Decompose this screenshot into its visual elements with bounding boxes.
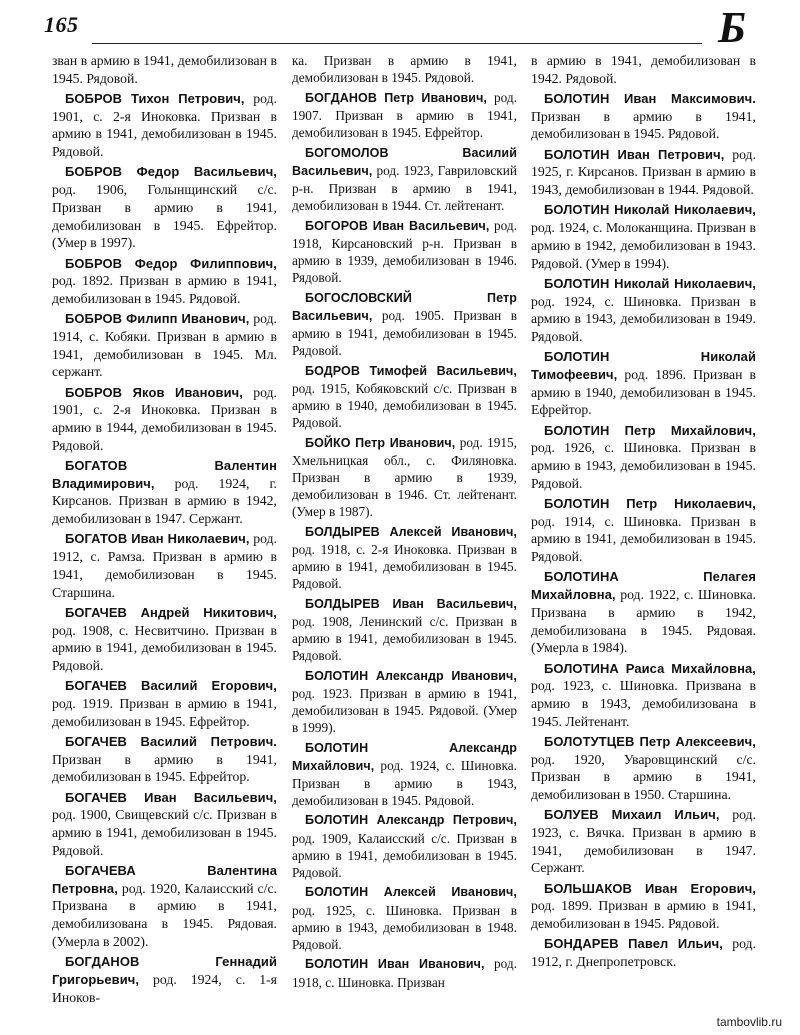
entry-text: род. 1924, г. Кирсанов. Призван в армию в 1942, демобилизован в 1947. Сержант. xyxy=(52,475,277,527)
entry-name: БОГОМОЛОВ Василий Васильевич, xyxy=(292,145,517,178)
entry-text: род. 1915, Хмельницкая обл., с. Филяновка. Призван в армию в 1939, демобилизован в 1946. Ст. лейтенант. (Умер в 1987). xyxy=(292,434,517,519)
entry-text: род. 1926, с. Шиновка. Призван в армию в 1943, демобилизован в 1945. Рядовой. xyxy=(531,440,756,491)
entry-name: БОБРОВ Филипп Иванович, xyxy=(65,311,250,327)
biography-entry xyxy=(292,595,517,664)
biography-entry xyxy=(531,146,756,199)
biography-entry xyxy=(531,201,756,272)
entry-text: род. 1914, с. Шиновка. Призван в армию в 1941, демобилизован в 1945. Рядовой. xyxy=(531,513,756,565)
biography-entry xyxy=(52,953,277,1006)
biography-entry xyxy=(292,955,517,990)
entry-text: род. 1896. Призван в армию в 1940, демобилизован в 1945. Ефрейтор. xyxy=(531,366,756,418)
entry-text: род. 1918, с. 2-я Иноковка. Призван в армию в 1941, демобилизован в 1945. Рядовой. xyxy=(292,541,517,591)
entry-text: род. 1918, с. Шиновка. Призван xyxy=(292,956,517,990)
entry-name: БОЛДЫРЕВ Иван Васильевич, xyxy=(305,596,517,611)
entry-text: род. 1924, с. 1-я Иноков- xyxy=(52,971,277,1005)
column-1 xyxy=(52,52,277,1009)
header-rule xyxy=(92,43,702,44)
entry-name: БОЛОТИН Иван Максимович. xyxy=(544,91,756,106)
entry-text: род. 1923. Призван в армию в 1941, демобилизован в 1945. Рядовой. (Умер в 1999). xyxy=(292,685,517,735)
entry-text: род. 1919. Призван в армию в 1941, демобилизован в 1945. Ефрейтор. xyxy=(52,695,277,729)
entry-text: род. 1918, Кирсановский р-н. Призван в армию в 1939, демобилизован в 1946. Рядовой. xyxy=(292,217,517,285)
entry-name: БОЛОТИНА Раиса Михайловна, xyxy=(544,660,756,676)
entry-continuation xyxy=(531,52,756,87)
entry-text: род. 1924, с. Молоканщина. Призван в армию в 1942, демобилизован в 1943. Рядовой. (Умер в 1994). xyxy=(531,220,756,271)
biography-entry xyxy=(292,667,517,736)
biography-entry xyxy=(292,144,517,214)
entry-text: род. 1920, Калаисский с/с. Призвана в армию в 1941, демобилизована в 1945. Рядовая. (Умерла в 2002). xyxy=(52,880,277,949)
entry-text: род. 1914, с. Кобяки. Призван в армию в 1941, демобилизован в 1945. Мл. сержант. xyxy=(52,311,277,380)
entry-text: в армию в 1941, демобилизован в 1942. Рядовой. xyxy=(531,53,756,86)
entry-name: БОЛОТИН Николай Тимофеевич, xyxy=(531,349,756,382)
entry-name: БОЛОТИН Иван Петрович, xyxy=(544,146,725,162)
biography-entry xyxy=(292,89,517,141)
biography-entry xyxy=(292,362,517,431)
entry-text: зван в армию в 1941, демобилизован в 1945. Рядовой. xyxy=(52,53,277,86)
column-2 xyxy=(292,52,517,993)
entry-text: род. 1924, с. Шиновка. Призван в армию в 1943, демобилизован в 1949. Рядовой. xyxy=(531,293,756,344)
entry-text: род. 1923, с. Вячка. Призван в армию в 1941, демобилизован в 1947. Сержант. xyxy=(531,807,756,876)
biography-entry xyxy=(292,434,517,520)
entry-text: род. 1923, с. Шиновка. Призвана в армию в 1943, демобилизована в 1945. Лейтенант. xyxy=(531,678,756,729)
entry-name: БОЛОТИН Александр Петрович, xyxy=(305,813,517,828)
entry-name: БОГАЧЕВА Валентина Петровна, xyxy=(52,863,277,896)
entry-text: род. 1909, Калаисский с/с. Призван в армию в 1941, демобилизован в 1945. Рядовой. xyxy=(292,830,517,880)
entry-text: Призван в армию в 1941, демобилизован в 1945. Рядовой. xyxy=(531,108,756,142)
entry-name: БОЛЬШАКОВ Иван Егорович, xyxy=(544,880,756,896)
biography-entry xyxy=(531,422,756,493)
biography-entry xyxy=(52,530,277,601)
entry-text: род. 1901, с. 2-я Иноковка. Призван в армию в 1941, демобилизован в 1945. Рядовой. xyxy=(52,91,277,160)
entry-name: БОГОРОВ Иван Васильевич, xyxy=(305,218,490,233)
entry-name: БОЛОТИН Николай Николаевич, xyxy=(544,202,756,218)
biography-entry xyxy=(52,604,277,675)
biography-entry xyxy=(52,90,277,161)
biography-entry xyxy=(292,289,517,359)
biography-entry xyxy=(292,739,517,809)
entry-text: род. 1920, Уваровщинский с/с. Призван в армию в 1941, демобилизован в 1950. Старшина. xyxy=(531,751,756,803)
entry-name: БОЛОТИН Иван Иванович, xyxy=(305,957,485,972)
biography-entry xyxy=(531,660,756,731)
entry-name: БОБРОВ Федор Васильевич, xyxy=(65,164,277,180)
biography-entry xyxy=(292,811,517,880)
entry-text: род. 1912, г. Днепропетровск. xyxy=(531,936,756,970)
footer-url: tambovlib.ru xyxy=(716,1015,782,1029)
entry-name: БОЛОТИН Николай Николаевич, xyxy=(544,275,756,291)
biography-entry xyxy=(531,568,756,657)
entry-name: БОГАТОВ Валентин Владимирович, xyxy=(52,458,277,491)
entry-name: БОЛОТИН Александр Иванович, xyxy=(305,668,517,683)
entry-name: БОНДАРЕВ Павел Ильич, xyxy=(544,936,723,952)
entry-text: род. 1912, с. Рамза. Призван в армию в 1941, демобилизован в 1945. Старшина. xyxy=(52,531,277,600)
entry-name: БОЛОТИН Алексей Иванович, xyxy=(305,885,517,900)
entry-text: род. 1924, с. Шиновка. Призван в армию в 1943, демобилизован в 1945. Рядовой. xyxy=(292,757,517,808)
biography-entry xyxy=(292,523,517,592)
entry-text: род. 1925, г. Кирсанов. Призван в армию в 1943, демобилизован в 1944. Рядовой. xyxy=(531,146,756,198)
entry-name: БОЛУЕВ Михаил Ильич, xyxy=(544,807,720,823)
entry-text: род. 1915, Кобяковский с/с. Призван в армию в 1940, демобилизован в 1945. Рядовой. xyxy=(292,380,517,430)
entry-name: БОЛДЫРЕВ Алексей Иванович, xyxy=(305,524,517,539)
entry-name: БОБРОВ Федор Филиппович, xyxy=(65,255,277,271)
entry-name: БОЛОТИН Александр Михайлович, xyxy=(292,740,517,773)
biography-entry xyxy=(52,163,277,252)
entry-name: БОЛОТУТЦЕВ Петр Алексеевич, xyxy=(544,733,756,749)
page-header xyxy=(0,0,800,55)
entry-text: род. 1901, с. 2-я Иноковка. Призван в армию в 1944, демобилизован в 1945. Рядовой. xyxy=(52,384,277,453)
entry-name: БОДРОВ Тимофей Васильевич, xyxy=(305,363,517,378)
biography-entry xyxy=(52,384,277,455)
entry-name: БОЛОТИН Петр Михайлович, xyxy=(544,422,756,438)
entry-name: БОГАЧЕВ Василий Петрович. xyxy=(65,733,277,749)
entry-text: ка. Призван в армию в 1941, демобилизован в 1945. Рядовой. xyxy=(292,53,517,86)
entry-name: БОГДАНОВ Геннадий Григорьевич, xyxy=(52,954,277,987)
biography-entry xyxy=(531,880,756,933)
page-number: 165 xyxy=(44,12,79,37)
entry-name: БОГАЧЕВ Иван Васильевич, xyxy=(65,789,277,805)
entry-text: род. 1908, Ленинский с/с. Призван в армию в 1941, демобилизован в 1945. Рядовой. xyxy=(292,613,517,663)
biography-entry xyxy=(531,90,756,143)
biography-entry xyxy=(52,255,277,308)
biography-entry xyxy=(52,457,277,528)
entry-text: род. 1899. Призван в армию в 1941, демобилизован в 1945. Рядовой. xyxy=(531,898,756,932)
entry-text: род. 1925, с. Шиновка. Призван в армию в 1943, демобилизован в 1948. Рядовой. xyxy=(292,902,517,952)
entry-text: род. 1906, Голынщинский с/с. Призван в армию в 1941, демобилизован в 1945. Ефрейтор. (Умер в 1997). xyxy=(52,182,277,251)
biography-entry xyxy=(531,348,756,419)
entry-text: род. 1908, с. Несвитчино. Призван в армию в 1941, демобилизован в 1945. Рядовой. xyxy=(52,622,277,673)
biography-entry xyxy=(52,310,277,381)
entry-text: род. 1905. Призван в армию в 1941, демобилизован в 1945. Рядовой. xyxy=(292,307,517,358)
entry-continuation xyxy=(52,52,277,87)
entry-name: БОГДАНОВ Петр Иванович, xyxy=(305,90,488,105)
entry-text: род. 1900, Свищевский с/с. Призван в армию в 1941, демобилизован в 1945. Рядовой. xyxy=(52,807,277,858)
biography-entry xyxy=(531,935,756,970)
entry-text: род. 1923, Гавриловский р-н. Призван в армию в 1941, демобилизован в 1944. Ст. лейтенант. xyxy=(292,162,517,213)
biography-entry xyxy=(531,733,756,804)
entry-name: БОБРОВ Яков Иванович, xyxy=(65,384,243,400)
entry-continuation xyxy=(292,52,517,86)
biography-entry xyxy=(52,789,277,860)
entry-text: род. 1907. Призван в армию в 1941, демобилизован в 1945. Ефрейтор. xyxy=(292,89,517,140)
biography-entry xyxy=(292,883,517,952)
biography-entry xyxy=(531,275,756,346)
entry-name: БОГАЧЕВ Василий Егорович, xyxy=(65,678,277,694)
entry-name: БОЛОТИН Петр Николаевич, xyxy=(544,496,756,512)
entry-name: БОЙКО Петр Иванович, xyxy=(305,435,456,450)
entry-text: род. 1922, с. Шиновка. Призвана в армию в 1942, демобилизована в 1945. Рядовая. (Умерла в 1984). xyxy=(531,587,756,656)
entry-name: БОБРОВ Тихон Петрович, xyxy=(65,91,245,106)
biography-entry xyxy=(52,733,277,786)
biography-entry xyxy=(292,217,517,286)
biography-entry xyxy=(52,862,277,951)
section-letter: Б xyxy=(718,3,746,52)
entry-name: БОЛОТИНА Пелагея Михайловна, xyxy=(531,569,756,603)
entry-name: БОГАТОВ Иван Николаевич, xyxy=(65,531,250,547)
entry-name: БОГОСЛОВСКИЙ Петр Васильевич, xyxy=(292,290,517,323)
biography-entry xyxy=(531,495,756,566)
biography-entry xyxy=(531,806,756,877)
biography-entry xyxy=(52,677,277,730)
entry-name: БОГАЧЕВ Андрей Никитович, xyxy=(65,604,277,620)
column-3 xyxy=(531,52,756,973)
entry-text: Призван в армию в 1941, демобилизован в 1945. Ефрейтор. xyxy=(52,751,277,785)
entry-text: род. 1892. Призван в армию в 1941, демобилизован в 1945. Рядовой. xyxy=(52,273,277,306)
